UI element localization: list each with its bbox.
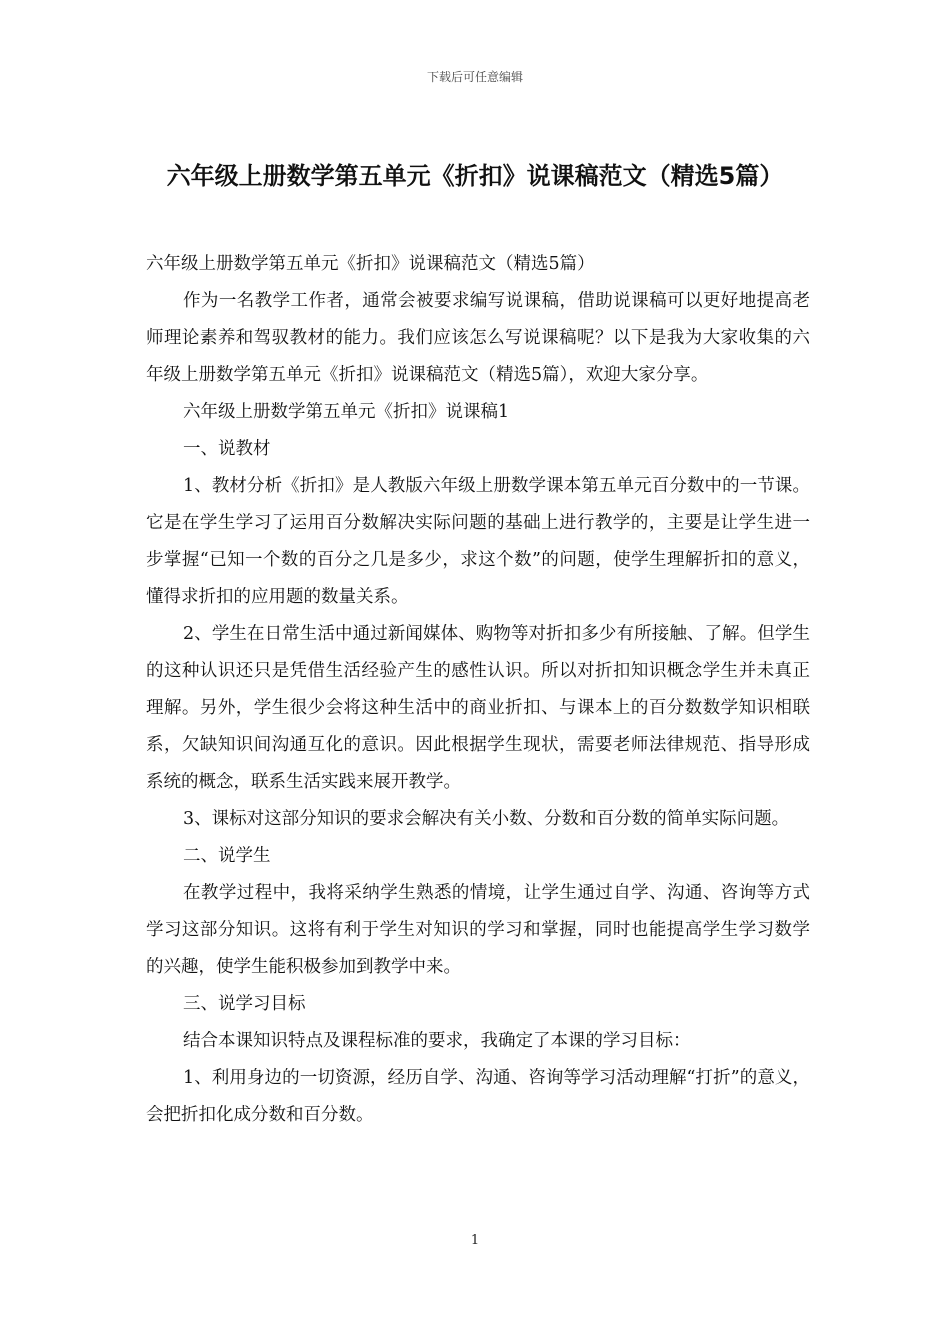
document-body: [146, 246, 810, 1134]
document-title: 六年级上册数学第五单元《折扣》说课稿范文（精选5篇）: [166, 162, 784, 190]
paragraph: 3、课标对这部分知识的要求会解决有关小数、分数和百分数的简单实际问题。: [183, 809, 790, 829]
paragraph: 1、教材分析《折扣》是人教版六年级上册数学课本第五单元百分数中的一节课。它是在学生学习了运用百分数解决实际问题的基础上进行教学的，主要是让学生进一步掌握“已知一个数的百分之几是多少，求这个数”的问题，使学生理解折扣的意义，懂得求折扣的应用题的数量关系。: [146, 476, 810, 607]
paragraph: 结合本课知识特点及课程标准的要求，我确定了本课的学习目标：: [183, 1031, 691, 1051]
paragraph: 在教学过程中，我将采纳学生熟悉的情境，让学生通过自学、沟通、咨询等方式学习这部分知识。这将有利于学生对知识的学习和掌握，同时也能提高学生学习数学的兴趣，使学生能积极参加到教学中来。: [146, 883, 810, 977]
paragraph: 三、说学习目标: [183, 994, 306, 1014]
page-number: 1: [470, 1233, 480, 1248]
paragraph: 六年级上册数学第五单元《折扣》说课稿范文（精选5篇）: [146, 254, 595, 274]
paragraph: 作为一名教学工作者，通常会被要求编写说课稿，借助说课稿可以更好地提高老师理论素养和驾驭教材的能力。我们应该怎么写说课稿呢？以下是我为大家收集的六年级上册数学第五单元《折扣》说课稿范文（精选5篇），欢迎大家分享。: [146, 291, 810, 385]
paragraph: 二、说学生: [183, 846, 271, 866]
paragraph: 1、利用身边的一切资源，经历自学、沟通、咨询等学习活动理解“打折”的意义，会把折扣化成分数和百分数。: [146, 1068, 810, 1125]
paragraph: 2、学生在日常生活中通过新闻媒体、购物等对折扣多少有所接触、了解。但学生的这种认识还只是凭借生活经验产生的感性认识。所以对折扣知识概念学生并未真正理解。另外，学生很少会将这种生活中的商业折扣、与课本上的百分数数学知识相联系，欠缺知识间沟通互化的意识。因此根据学生现状，需要老师法律规范、指导形成系统的概念，联系生活实践来展开教学。: [146, 624, 810, 792]
page-header: 下载后可任意编辑: [426, 70, 523, 84]
paragraph: 一、说教材: [183, 439, 271, 459]
paragraph: 六年级上册数学第五单元《折扣》说课稿1: [183, 402, 510, 422]
